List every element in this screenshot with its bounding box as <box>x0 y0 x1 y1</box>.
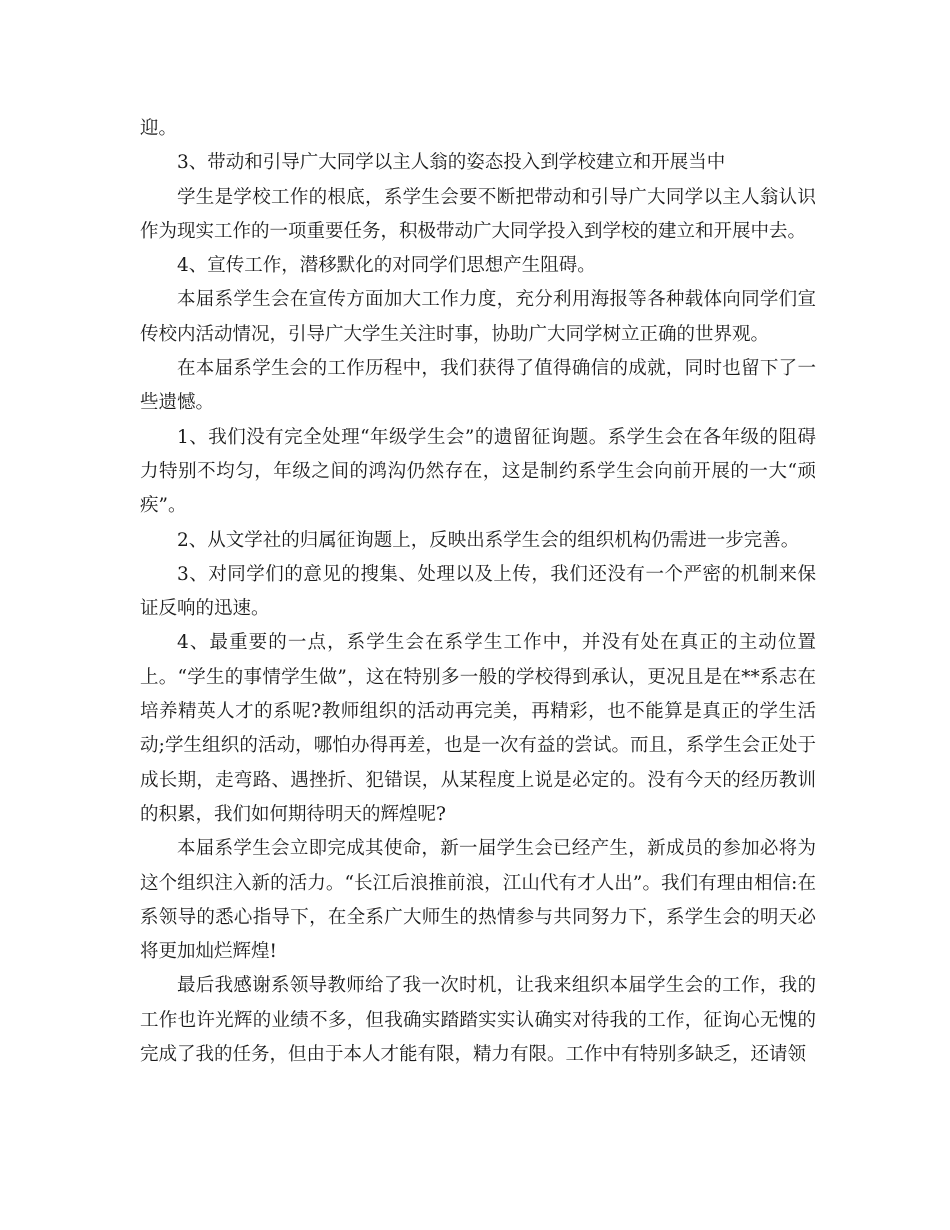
paragraph-7: 2、从文学社的归属征询题上，反映出系学生会的组织机构仍需进一步完善。 <box>177 529 800 551</box>
paragraph-6: 1、我们没有完全处理“年级学生会”的遗留征询题。系学生会在各年级的阻碍力特别不均匀，年级之间的鸿沟仍然存在，这是制约系学生会向前开展的一大“顽疾”。 <box>140 426 816 517</box>
paragraph-4: 本届系学生会在宣传方面加大工作力度，充分利用海报等各种载体向同学们宣传校内活动情况，引导广大学生关注时事，协助广大同学树立正确的世界观。 <box>140 289 816 345</box>
paragraph-11: 最后我感谢系领导教师给了我一次时机，让我来组织本届学生会的工作，我的工作也许光辉的业绩不多，但我确实踏踏实实认确实对待我的工作，征询心无愧的完成了我的任务，但由于本人才能有限，精力有限。工作中有特别多缺乏，还请领 <box>140 975 816 1066</box>
paragraph-3: 4、宣传工作，潜移默化的对同学们思想产生阻碍。 <box>177 255 596 277</box>
paragraph-2: 学生是学校工作的根底，系学生会要不断把带动和引导广大同学以主人翁认识作为现实工作的一项重要任务，积极带动广大同学投入到学校的建立和开展中去。 <box>140 186 816 242</box>
body-text <box>140 112 816 1072</box>
paragraph-5: 在本届系学生会的工作历程中，我们获得了值得确信的成就，同时也留下了一些遗憾。 <box>140 358 816 414</box>
paragraph-9: 4、最重要的一点，系学生会在系学生工作中，并没有处在真正的主动位置上。“学生的事情学生做”，这在特别多一般的学校得到承认，更况且是在**系志在培养精英人才的系呢?教师组织的活动再完美，再精彩，也不能算是真正的学生活动;学生组织的活动，哪怕办得再差，也是一次有益的尝试。而且，系学生会正处于成长期，走弯路、遇挫折、犯错误，从某程度上说是必定的。没有今天的经历教训的积累，我们如何期待明天的辉煌呢? <box>140 632 816 825</box>
paragraph-8: 3、对同学们的意见的搜集、处理以及上传，我们还没有一个严密的机制来保证反响的迅速。 <box>140 563 816 620</box>
paragraph-1: 3、带动和引导广大同学以主人翁的姿态投入到学校建立和开展当中 <box>177 152 726 174</box>
paragraph-10: 本届系学生会立即完成其使命，新一届学生会已经产生，新成员的参加必将为这个组织注入新的活力。“长江后浪推前浪，江山代有才人出”。我们有理由相信:在系领导的悉心指导下，在全系广大师生的热情参与共同努力下，系学生会的明天必将更加灿烂辉煌! <box>140 838 816 963</box>
paragraph-0: 迎。 <box>140 118 178 139</box>
